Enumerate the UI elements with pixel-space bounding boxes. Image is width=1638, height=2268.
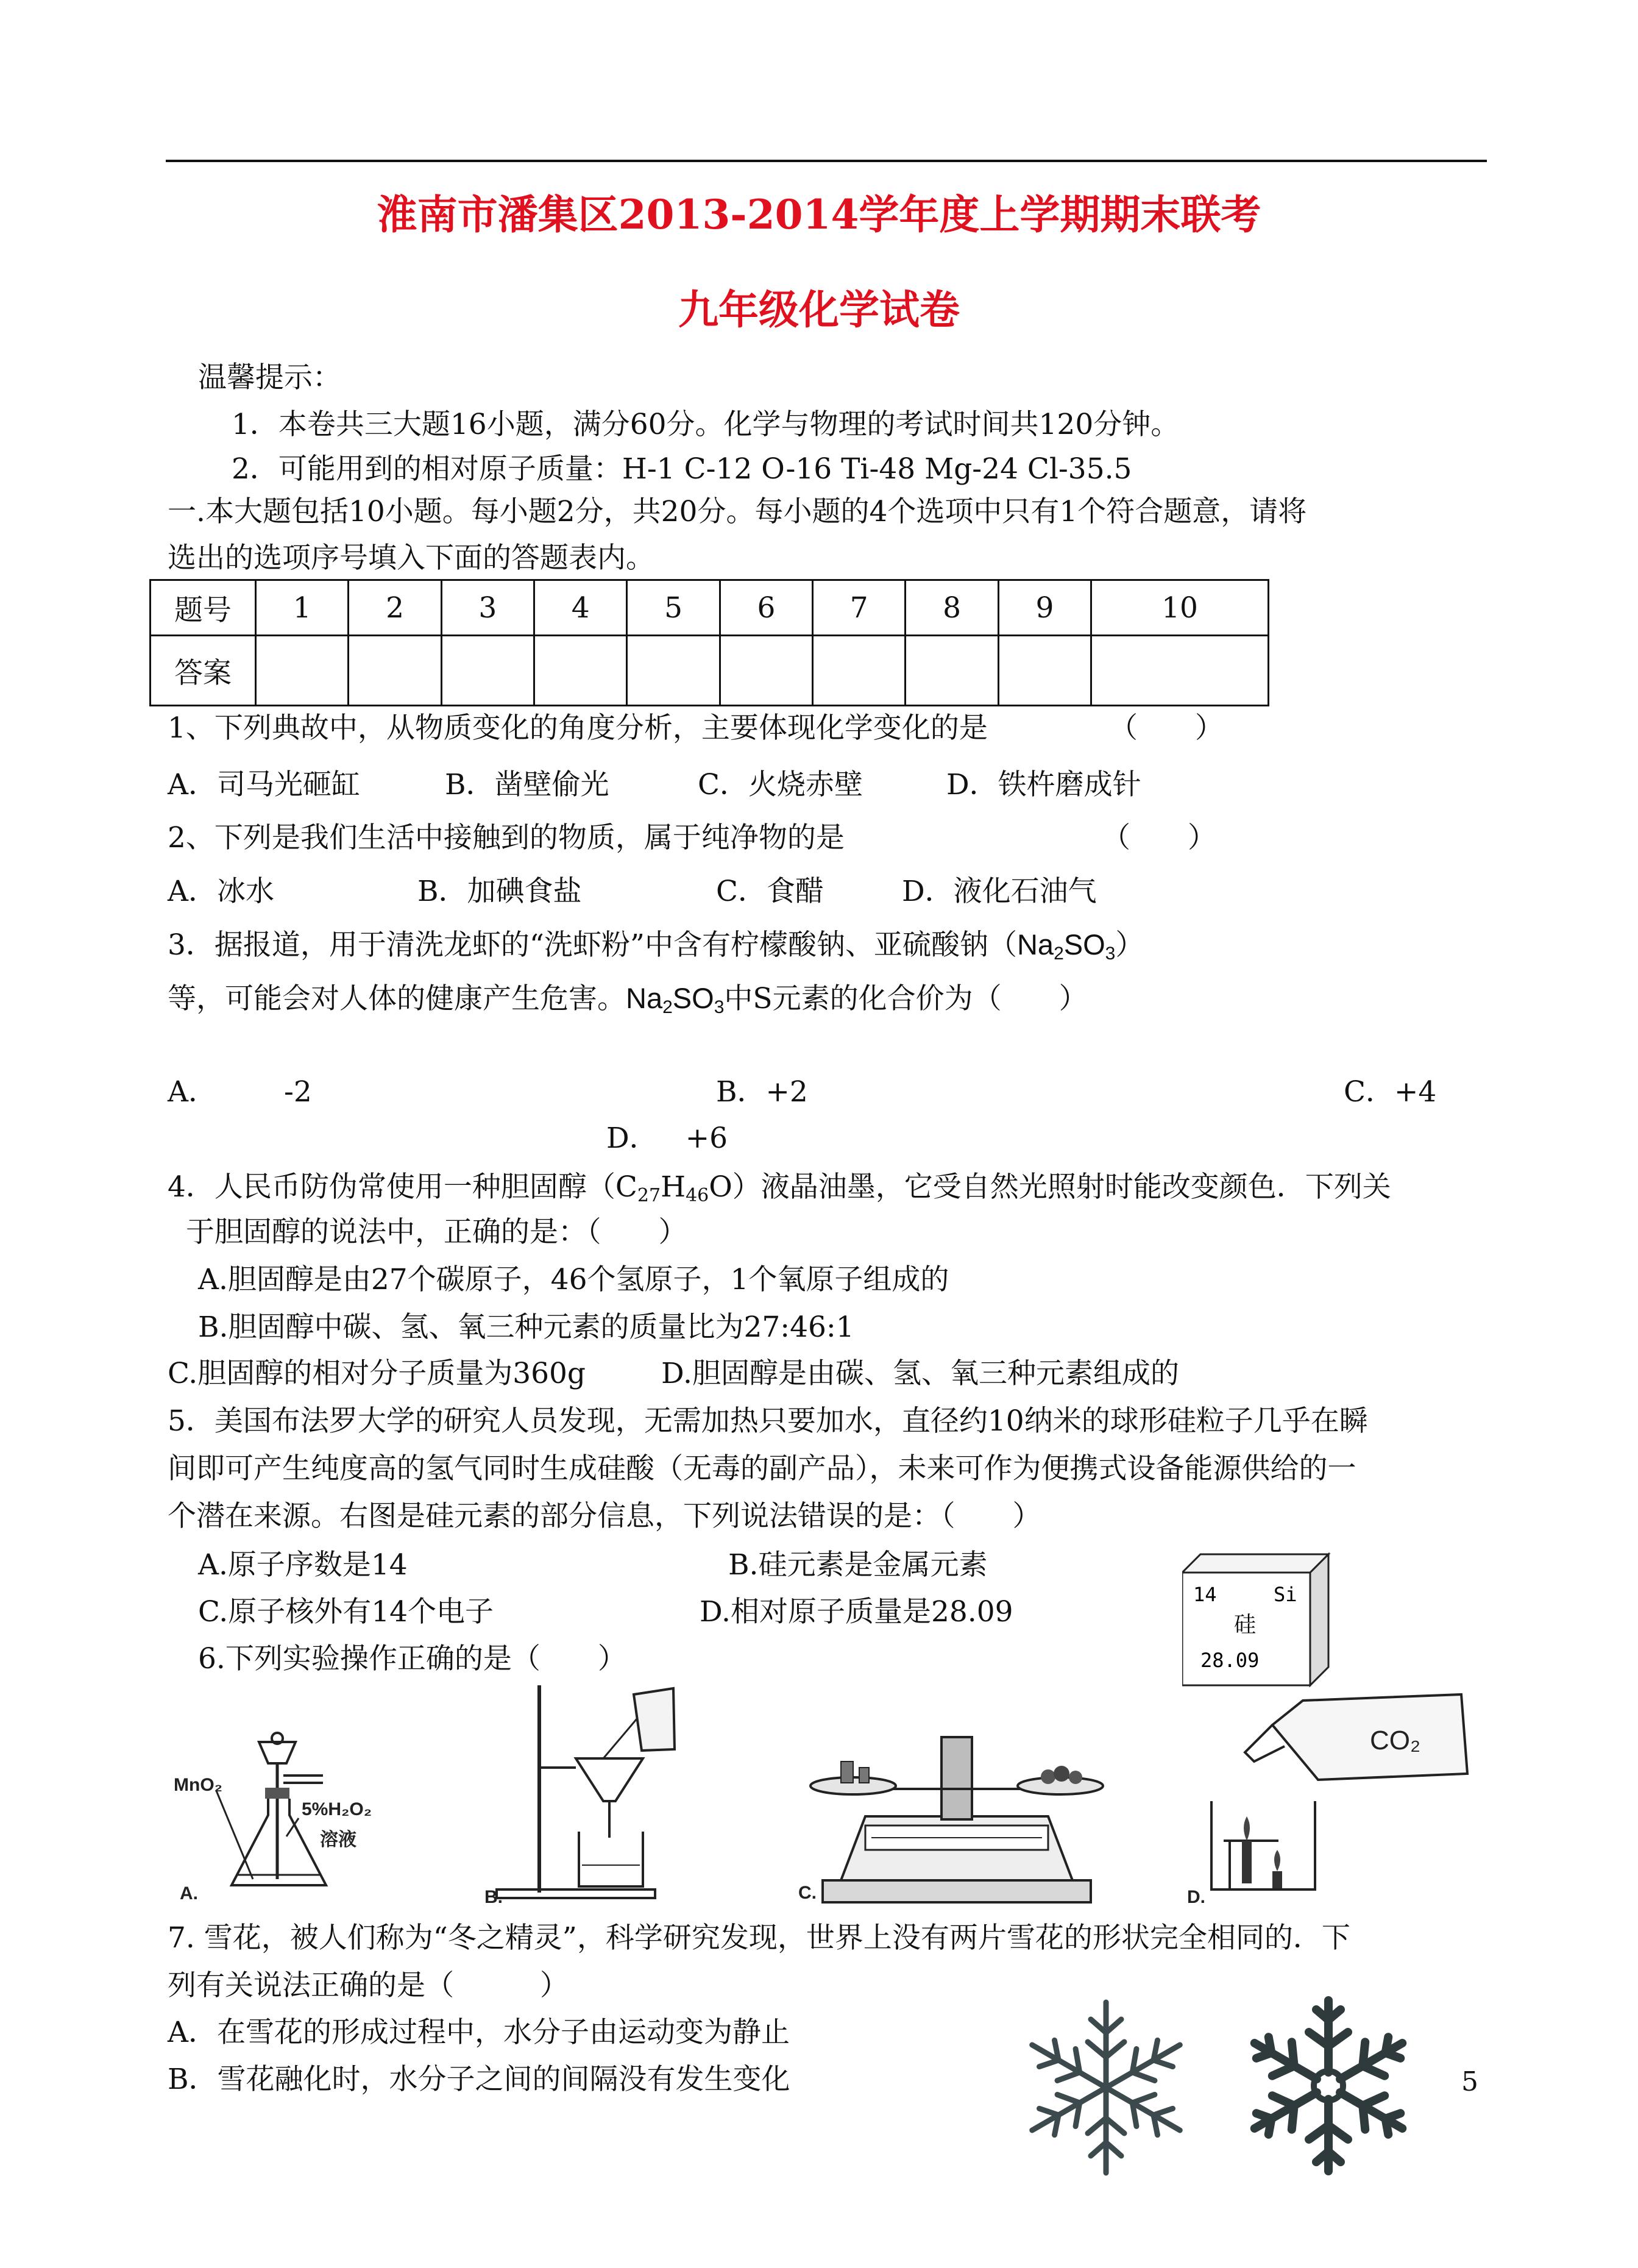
answer-table-number: 9 (998, 580, 1091, 636)
answer-table-number: 5 (627, 580, 720, 636)
answer-cell[interactable] (627, 636, 720, 706)
answer-table-header: 题号 (151, 580, 256, 636)
q4-line-2: 于胆固醇的说法中，正确的是：（ ） (186, 1215, 687, 1249)
answer-cell[interactable] (256, 636, 349, 706)
q5-line-2: 间即可产生纯度高的氢气同时生成硅酸（无毒的副产品），未来可作为便携式设备能源供给的一 (168, 1452, 1356, 1485)
q7-option-a: A．在雪花的形成过程中，水分子由运动变为静止 (168, 2016, 790, 2049)
q5-option-b: B.硅元素是金属元素 (728, 1548, 988, 1582)
q2-paren: （ ） (1102, 821, 1216, 855)
q7-option-b: B．雪花融化时，水分子之间的间隔没有发生变化 (168, 2063, 790, 2096)
q2-option-c: C．食醋 (716, 875, 824, 908)
answer-table-number: 6 (720, 580, 812, 636)
answer-cell[interactable] (534, 636, 627, 706)
answer-table-number: 3 (441, 580, 534, 636)
q4-option-d: D.胆固醇是由碳、氢、氧三种元素组成的 (661, 1357, 1179, 1390)
figure-d-label: D. (1187, 1887, 1205, 1907)
answer-cell[interactable] (441, 636, 534, 706)
element-mass: 28.09 (1200, 1649, 1260, 1672)
q4-option-b: B.胆固醇中碳、氢、氧三种元素的质量比为27:46:1 (198, 1310, 854, 1344)
element-symbol: Si (1274, 1583, 1297, 1606)
answer-cell[interactable] (1091, 636, 1269, 706)
q3-option-a: A． -2 (168, 1075, 312, 1109)
q3-line-1: 3．据报道，用于清洗龙虾的“洗虾粉”中含有柠檬酸钠、亚硫酸钠$(Na_2SO_3)$ (168, 928, 1144, 964)
top-rule (166, 160, 1487, 162)
q5-line-3: 个潜在来源。右图是硅元素的部分信息，下列说法错误的是：（ ） (168, 1499, 1041, 1533)
silicon-element-card (1182, 1551, 1335, 1688)
q2-option-b: B．加碘食盐 (417, 875, 582, 908)
tip-1: 1．本卷共三大题16小题，满分60分。化学与物理的考试时间共120分钟。 (232, 408, 1180, 441)
q7-line-2: 列有关说法正确的是（ ） (168, 1969, 569, 2002)
section1-instructions-2: 选出的选项序号填入下面的答题表内。 (168, 541, 654, 575)
element-number: 14 (1193, 1583, 1217, 1606)
q1-stem: 1、下列典故中，从物质变化的角度分析，主要体现化学变化的是 (168, 711, 988, 745)
q6-stem: 6.下列实验操作正确的是（ ） (198, 1642, 626, 1676)
q2-stem: 2、下列是我们生活中接触到的物质，属于纯净物的是 (168, 821, 845, 855)
exam-title: 淮南市潘集区2013-2014学年度上学期期末联考 (377, 191, 1261, 238)
q1-option-d: D．铁杵磨成针 (946, 768, 1141, 802)
answer-cell[interactable] (906, 636, 998, 706)
answer-table-header: 答案 (151, 636, 256, 706)
answer-table (149, 579, 1269, 706)
q3-option-b: B．+2 (716, 1075, 808, 1109)
snowflake-2-image (1228, 1993, 1429, 2179)
answer-table-number: 1 (256, 580, 349, 636)
q2-option-d: D．液化石油气 (902, 875, 1097, 908)
tips-heading: 温馨提示： (198, 361, 341, 394)
figure-b-label: B. (484, 1887, 503, 1907)
answer-table-number: 2 (349, 580, 441, 636)
answer-cell[interactable] (349, 636, 441, 706)
figure-a-gas-generator (174, 1730, 405, 1907)
q4-option-a: A.胆固醇是由27个碳原子，46个氢原子，1个氧原子组成的 (198, 1263, 949, 1296)
figure-b-filtration (484, 1682, 679, 1908)
q3-line-2: 等，可能会对人体的健康产生危害。$Na_2SO_3$中S元素的化合价为（ ） (168, 982, 1088, 1017)
section1-instructions: 一.本大题包括10小题。每小题2分，共20分。每小题的4个选项中只有1个符合题意，请将 (168, 495, 1307, 528)
figure-c-label: C. (798, 1883, 817, 1903)
label-h2o2: 5%H₂O₂ (302, 1799, 372, 1819)
element-name: 硅 (1234, 1612, 1257, 1637)
q5-option-a: A.原子序数是14 (198, 1548, 408, 1582)
answer-table-number: 10 (1091, 580, 1269, 636)
q1-paren: （ ） (1109, 711, 1224, 745)
q1-option-a: A．司马光砸缸 (168, 768, 360, 802)
answer-table-number: 8 (906, 580, 998, 636)
tip-2: 2．可能用到的相对原子质量：H-1 C-12 O-16 Ti-48 Mg-24 Cl-35.5 (232, 452, 1132, 486)
answer-cell[interactable] (998, 636, 1091, 706)
q4-line-1: 4．人民币防伪常使用一种胆固醇$(C_{27}H_{46}O)$液晶油墨，它受自然光照射时能改变颜色．下列关 (168, 1170, 1391, 1206)
figure-a-label: A. (180, 1883, 198, 1904)
label-solution: 溶液 (320, 1830, 356, 1850)
q5-option-c: C.原子核外有14个电子 (198, 1595, 494, 1629)
answer-cell[interactable] (720, 636, 812, 706)
answer-table-number: 4 (534, 580, 627, 636)
label-mno2: MnO₂ (174, 1775, 222, 1795)
answer-cell[interactable] (813, 636, 906, 706)
page-number: 5 (1461, 2066, 1478, 2097)
q5-option-d: D.相对原子质量是28.09 (700, 1595, 1013, 1629)
snowflake-1-image (1002, 1996, 1210, 2179)
figure-d-co2-pouring (1187, 1688, 1473, 1908)
q3-option-c: C．+4 (1344, 1075, 1437, 1109)
q1-option-c: C．火烧赤壁 (698, 768, 863, 802)
exam-subtitle: 九年级化学试卷 (678, 286, 960, 333)
q1-option-b: B．凿壁偷光 (445, 768, 609, 802)
answer-table-number: 7 (813, 580, 906, 636)
q2-option-a: A．冰水 (168, 875, 274, 908)
q4-option-c: C.胆固醇的相对分子质量为360g (168, 1357, 586, 1390)
q5-line-1: 5．美国布法罗大学的研究人员发现，无需加热只要加水，直径约10纳米的球形硅粒子几乎在瞬 (168, 1404, 1368, 1438)
q7-line-1: 7. 雪花，被人们称为“冬之精灵”，科学研究发现，世界上没有两片雪花的形状完全相同的．下 (168, 1921, 1350, 1955)
label-co2: CO₂ (1370, 1726, 1421, 1755)
q3-option-d: D． +6 (606, 1122, 728, 1155)
figure-c-balance (798, 1713, 1115, 1908)
